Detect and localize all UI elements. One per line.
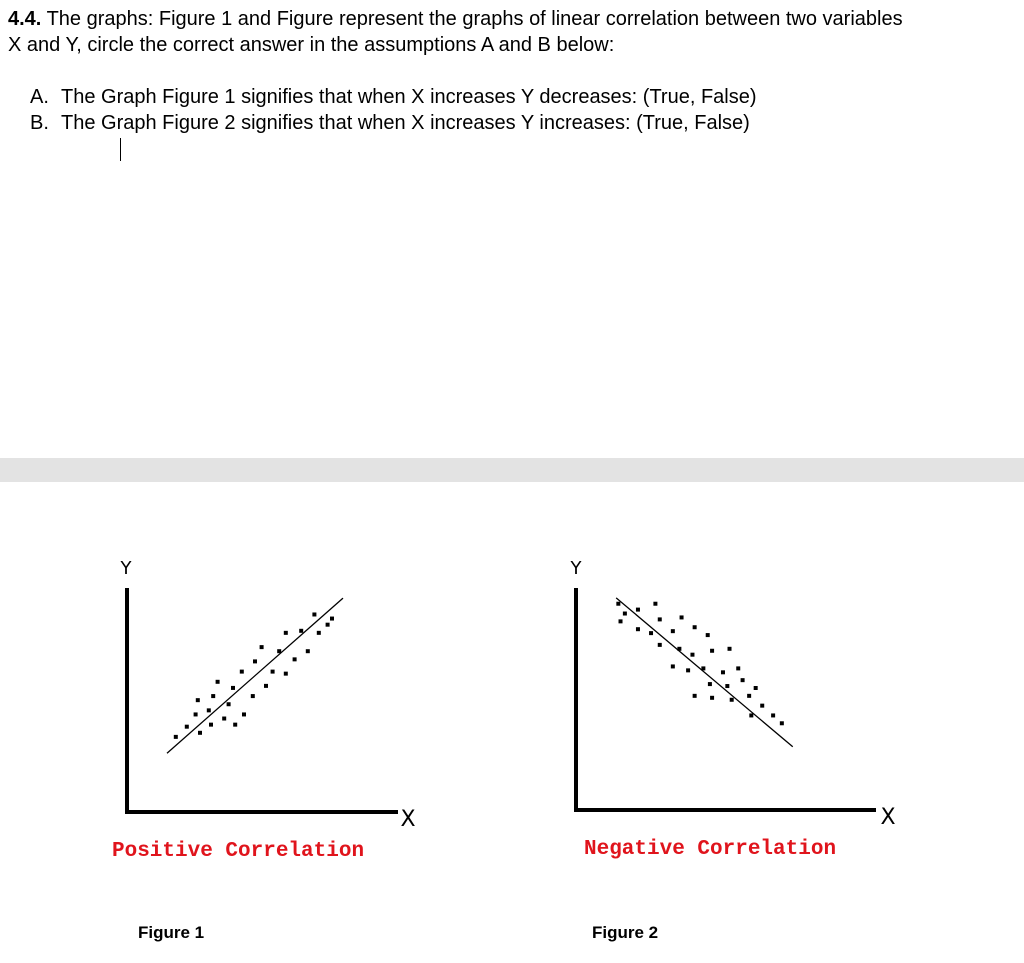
data-point <box>194 712 198 716</box>
data-point <box>701 666 705 670</box>
data-point <box>326 623 330 627</box>
x-axis-label: X <box>400 807 416 832</box>
data-point <box>211 694 215 698</box>
data-point <box>760 704 764 708</box>
question-text <box>8 6 1022 58</box>
data-point <box>242 712 246 716</box>
figure-1-label: Figure 1 <box>138 923 205 942</box>
data-point <box>293 657 297 661</box>
data-point <box>671 664 675 668</box>
figure-2-svg <box>570 540 990 870</box>
data-point <box>317 631 321 635</box>
figure-2-caption: Negative Correlation <box>584 838 837 861</box>
data-point <box>271 670 275 674</box>
data-point <box>771 713 775 717</box>
data-point <box>658 643 662 647</box>
data-point <box>706 633 710 637</box>
section-divider-band <box>0 458 1024 482</box>
data-point <box>306 649 310 653</box>
y-axis-label: Y <box>120 558 132 579</box>
option-b <box>30 110 757 136</box>
data-point <box>264 684 268 688</box>
figure-2-chart <box>570 540 990 870</box>
question-line-1 <box>8 6 1022 32</box>
x-axis-label: X <box>880 805 896 830</box>
data-point <box>658 617 662 621</box>
data-point <box>686 668 690 672</box>
data-point <box>754 686 758 690</box>
trend-line <box>167 598 343 753</box>
data-point <box>649 631 653 635</box>
question-line-1-text: The graphs: Figure 1 and Figure represent the graphs of linear correlation between two variables <box>46 8 903 30</box>
data-point <box>251 694 255 698</box>
data-point <box>636 608 640 612</box>
data-point <box>636 627 640 631</box>
data-point <box>736 666 740 670</box>
data-point <box>730 698 734 702</box>
data-point <box>693 625 697 629</box>
data-point <box>616 602 620 606</box>
data-point <box>747 694 751 698</box>
data-point <box>299 629 303 633</box>
figure-2-label: Figure 2 <box>592 923 659 942</box>
data-point <box>253 659 257 663</box>
data-point <box>260 645 264 649</box>
data-point <box>174 735 178 739</box>
data-point <box>196 698 200 702</box>
option-b-text[interactable]: The Graph Figure 2 signifies that when X increases Y increases: (True, False) <box>61 112 750 134</box>
data-point <box>233 723 237 727</box>
data-point <box>623 612 627 616</box>
data-point <box>671 629 675 633</box>
data-point <box>721 670 725 674</box>
figure-1-chart <box>110 540 530 870</box>
option-a-letter: A. <box>30 86 49 108</box>
data-point <box>741 678 745 682</box>
option-a <box>30 84 757 110</box>
data-point <box>677 647 681 651</box>
data-point <box>284 631 288 635</box>
data-point <box>725 684 729 688</box>
options-list <box>30 84 757 136</box>
data-point <box>710 696 714 700</box>
data-point <box>749 713 753 717</box>
data-point <box>693 694 697 698</box>
trend-line <box>616 598 793 747</box>
y-axis-label: Y <box>570 558 582 579</box>
data-point <box>284 672 288 676</box>
figure-1-svg <box>110 540 530 870</box>
data-point <box>708 682 712 686</box>
data-point <box>277 649 281 653</box>
data-point <box>619 619 623 623</box>
data-point <box>312 612 316 616</box>
data-point <box>222 717 226 721</box>
data-point <box>728 647 732 651</box>
data-point <box>653 602 657 606</box>
data-point <box>216 680 220 684</box>
data-point <box>710 649 714 653</box>
data-point <box>330 617 334 621</box>
question-number: 4.4. <box>8 8 42 30</box>
data-point <box>690 653 694 657</box>
data-point <box>209 723 213 727</box>
data-point <box>231 686 235 690</box>
data-point <box>240 670 244 674</box>
data-point <box>227 702 231 706</box>
question-line-2: X and Y, circle the correct answer in the assumptions A and B below: <box>8 34 615 56</box>
data-point <box>207 708 211 712</box>
data-point <box>780 721 784 725</box>
data-point <box>198 731 202 735</box>
option-a-text[interactable]: The Graph Figure 1 signifies that when X increases Y decreases: (True, False) <box>61 86 757 108</box>
data-point <box>680 615 684 619</box>
text-cursor <box>120 138 121 161</box>
data-point <box>185 725 189 729</box>
figure-1-caption: Positive Correlation <box>112 840 365 863</box>
option-b-letter: B. <box>30 112 49 134</box>
